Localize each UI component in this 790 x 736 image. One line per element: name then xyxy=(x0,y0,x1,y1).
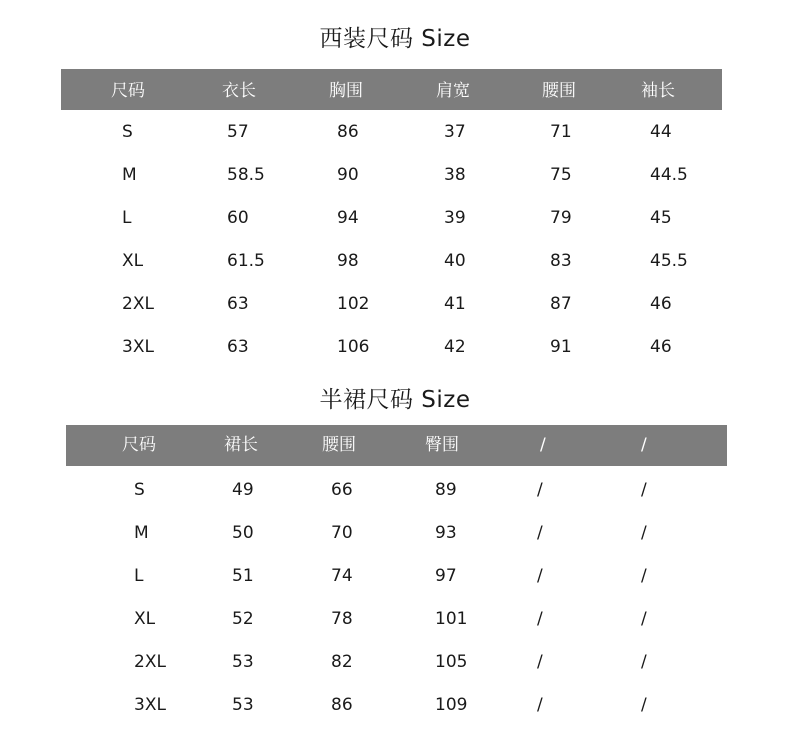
skirt-header-2: 腰围 xyxy=(322,435,356,455)
skirt-row-1-cell-2: 70 xyxy=(331,523,353,543)
suit-row-0-cell-2: 86 xyxy=(337,122,359,142)
skirt-row-4-cell-1: 53 xyxy=(232,652,254,672)
suit-row-2-cell-2: 94 xyxy=(337,208,359,228)
skirt-row-3-cell-0: XL xyxy=(134,609,156,629)
skirt-row-1-cell-0: M xyxy=(134,523,149,543)
suit-row-3-cell-1: 61.5 xyxy=(227,251,265,271)
skirt-row-0-cell-1: 49 xyxy=(232,480,254,500)
skirt-row-1-cell-5: / xyxy=(641,523,647,543)
suit-row-4-cell-1: 63 xyxy=(227,294,249,314)
skirt-row-3-cell-1: 52 xyxy=(232,609,254,629)
suit-row-0-cell-3: 37 xyxy=(444,122,466,142)
suit-row-1-cell-0: M xyxy=(122,165,137,185)
suit-row-1-cell-5: 44.5 xyxy=(650,165,688,185)
suit-header-1: 衣长 xyxy=(222,81,256,101)
skirt-size-title: 半裙尺码 Size xyxy=(319,387,471,413)
skirt-row-5-cell-1: 53 xyxy=(232,695,254,715)
skirt-row-4-cell-5: / xyxy=(641,652,647,672)
skirt-row-0-cell-5: / xyxy=(641,480,647,500)
skirt-row-3-cell-4: / xyxy=(537,609,543,629)
suit-row-2-cell-3: 39 xyxy=(444,208,466,228)
suit-row-5-cell-2: 106 xyxy=(337,337,370,357)
suit-row-0-cell-5: 44 xyxy=(650,122,672,142)
suit-row-5-cell-0: 3XL xyxy=(122,337,154,357)
skirt-row-4-cell-0: 2XL xyxy=(134,652,166,672)
suit-header-2: 胸围 xyxy=(329,81,363,101)
skirt-row-0-cell-4: / xyxy=(537,480,543,500)
suit-row-0-cell-1: 57 xyxy=(227,122,249,142)
skirt-header-1: 裙长 xyxy=(224,435,258,455)
skirt-row-5-cell-0: 3XL xyxy=(134,695,166,715)
suit-row-4-cell-2: 102 xyxy=(337,294,370,314)
suit-row-4-cell-4: 87 xyxy=(550,294,572,314)
skirt-row-2-cell-0: L xyxy=(134,566,144,586)
suit-header-0: 尺码 xyxy=(111,81,145,101)
skirt-row-2-cell-4: / xyxy=(537,566,543,586)
suit-row-3-cell-3: 40 xyxy=(444,251,466,271)
suit-row-1-cell-4: 75 xyxy=(550,165,572,185)
suit-row-2-cell-4: 79 xyxy=(550,208,572,228)
skirt-row-5-cell-2: 86 xyxy=(331,695,353,715)
skirt-row-2-cell-5: / xyxy=(641,566,647,586)
suit-row-3-cell-5: 45.5 xyxy=(650,251,688,271)
suit-row-0-cell-0: S xyxy=(122,122,133,142)
suit-row-5-cell-3: 42 xyxy=(444,337,466,357)
suit-size-table-header-bar xyxy=(61,69,722,110)
suit-header-3: 肩宽 xyxy=(436,81,470,101)
skirt-header-0: 尺码 xyxy=(122,435,156,455)
skirt-row-4-cell-3: 105 xyxy=(435,652,468,672)
skirt-size-table-header-bar xyxy=(66,425,727,466)
suit-row-3-cell-4: 83 xyxy=(550,251,572,271)
suit-row-4-cell-5: 46 xyxy=(650,294,672,314)
skirt-row-1-cell-3: 93 xyxy=(435,523,457,543)
skirt-row-5-cell-5: / xyxy=(641,695,647,715)
suit-row-3-cell-2: 98 xyxy=(337,251,359,271)
skirt-header-4: / xyxy=(540,435,546,455)
skirt-row-0-cell-3: 89 xyxy=(435,480,457,500)
suit-row-5-cell-1: 63 xyxy=(227,337,249,357)
suit-row-2-cell-5: 45 xyxy=(650,208,672,228)
suit-header-4: 腰围 xyxy=(542,81,576,101)
suit-row-5-cell-5: 46 xyxy=(650,337,672,357)
skirt-row-5-cell-4: / xyxy=(537,695,543,715)
skirt-row-3-cell-3: 101 xyxy=(435,609,468,629)
skirt-row-0-cell-2: 66 xyxy=(331,480,353,500)
suit-row-4-cell-3: 41 xyxy=(444,294,466,314)
suit-row-1-cell-2: 90 xyxy=(337,165,359,185)
skirt-row-4-cell-4: / xyxy=(537,652,543,672)
skirt-row-0-cell-0: S xyxy=(134,480,145,500)
skirt-row-4-cell-2: 82 xyxy=(331,652,353,672)
suit-header-5: 袖长 xyxy=(641,81,675,101)
skirt-row-2-cell-3: 97 xyxy=(435,566,457,586)
skirt-row-1-cell-4: / xyxy=(537,523,543,543)
suit-row-2-cell-1: 60 xyxy=(227,208,249,228)
skirt-row-2-cell-2: 74 xyxy=(331,566,353,586)
skirt-row-5-cell-3: 109 xyxy=(435,695,468,715)
skirt-header-3: 臀围 xyxy=(425,435,459,455)
suit-size-title: 西装尺码 Size xyxy=(319,26,471,52)
suit-row-4-cell-0: 2XL xyxy=(122,294,154,314)
skirt-row-1-cell-1: 50 xyxy=(232,523,254,543)
skirt-header-5: / xyxy=(641,435,647,455)
suit-row-5-cell-4: 91 xyxy=(550,337,572,357)
suit-row-2-cell-0: L xyxy=(122,208,132,228)
skirt-row-3-cell-2: 78 xyxy=(331,609,353,629)
skirt-row-3-cell-5: / xyxy=(641,609,647,629)
suit-row-3-cell-0: XL xyxy=(122,251,144,271)
suit-row-1-cell-3: 38 xyxy=(444,165,466,185)
skirt-row-2-cell-1: 51 xyxy=(232,566,254,586)
suit-row-0-cell-4: 71 xyxy=(550,122,572,142)
suit-row-1-cell-1: 58.5 xyxy=(227,165,265,185)
